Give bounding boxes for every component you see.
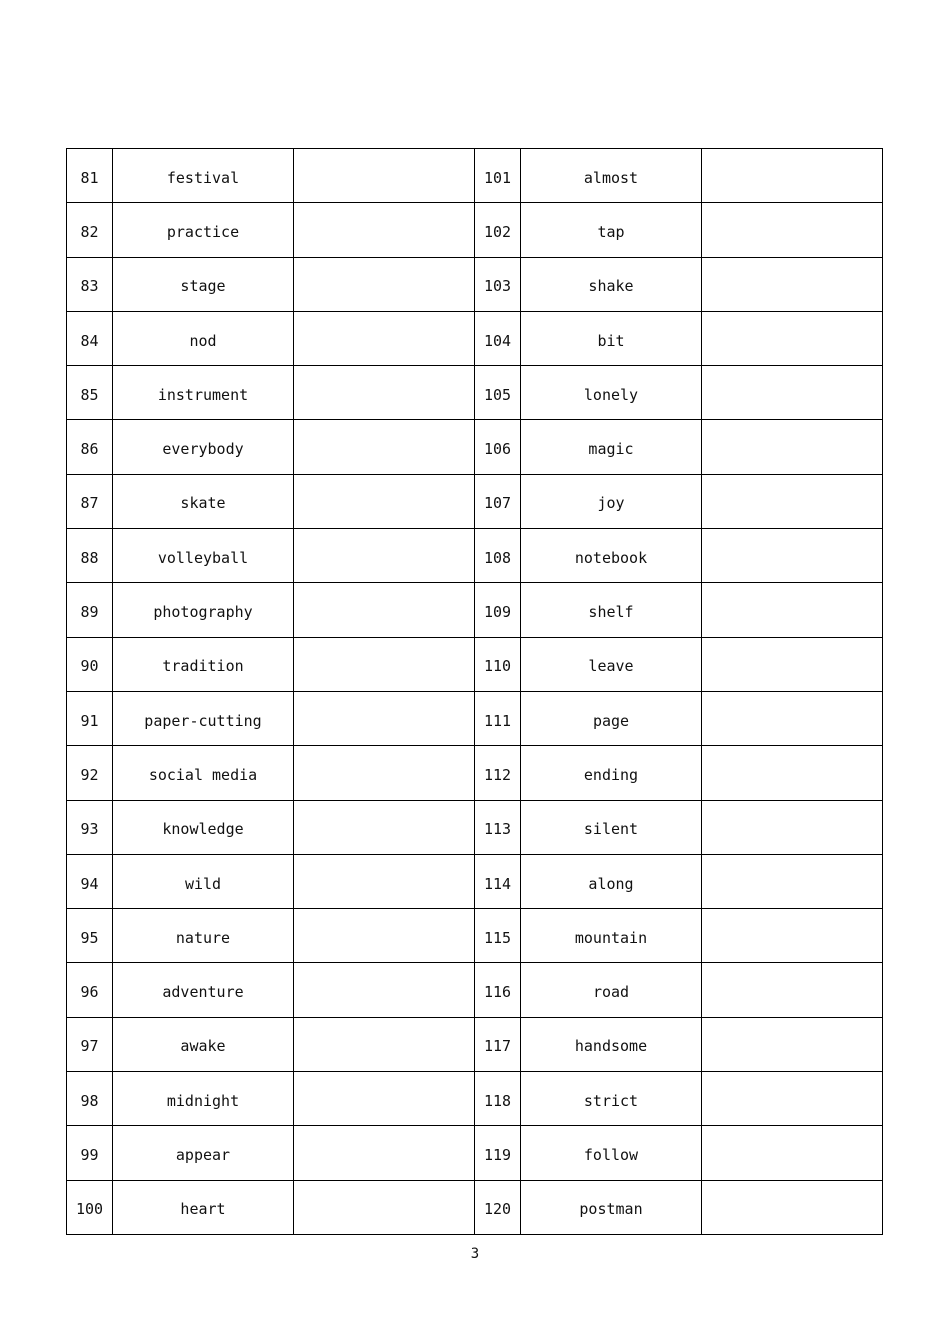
right-answer-cell[interactable] [702, 257, 883, 311]
right-word-cell: mountain [521, 909, 702, 963]
left-word-cell: social media [113, 746, 294, 800]
left-number-cell: 96 [67, 963, 113, 1017]
right-number-cell: 112 [475, 746, 521, 800]
vocabulary-table-body [67, 149, 883, 1235]
left-word-cell: everybody [113, 420, 294, 474]
table-row [67, 854, 883, 908]
left-answer-cell[interactable] [294, 1017, 475, 1071]
right-answer-cell[interactable] [702, 366, 883, 420]
right-number-cell: 106 [475, 420, 521, 474]
right-answer-cell[interactable] [702, 420, 883, 474]
right-number-cell: 102 [475, 203, 521, 257]
left-word-cell: nature [113, 909, 294, 963]
left-number-cell: 81 [67, 149, 113, 203]
left-answer-cell[interactable] [294, 203, 475, 257]
right-answer-cell[interactable] [702, 909, 883, 963]
right-answer-cell[interactable] [702, 1126, 883, 1180]
right-word-cell: handsome [521, 1017, 702, 1071]
left-answer-cell[interactable] [294, 1180, 475, 1234]
left-number-cell: 100 [67, 1180, 113, 1234]
right-answer-cell[interactable] [702, 529, 883, 583]
right-number-cell: 118 [475, 1072, 521, 1126]
right-answer-cell[interactable] [702, 149, 883, 203]
table-row [67, 637, 883, 691]
left-number-cell: 86 [67, 420, 113, 474]
left-number-cell: 91 [67, 691, 113, 745]
left-number-cell: 89 [67, 583, 113, 637]
right-number-cell: 107 [475, 474, 521, 528]
right-word-cell: notebook [521, 529, 702, 583]
right-number-cell: 101 [475, 149, 521, 203]
left-answer-cell[interactable] [294, 583, 475, 637]
left-word-cell: photography [113, 583, 294, 637]
left-word-cell: nod [113, 311, 294, 365]
right-answer-cell[interactable] [702, 800, 883, 854]
right-word-cell: ending [521, 746, 702, 800]
right-number-cell: 115 [475, 909, 521, 963]
left-number-cell: 93 [67, 800, 113, 854]
right-word-cell: magic [521, 420, 702, 474]
right-answer-cell[interactable] [702, 691, 883, 745]
left-word-cell: stage [113, 257, 294, 311]
left-word-cell: volleyball [113, 529, 294, 583]
right-word-cell: page [521, 691, 702, 745]
right-answer-cell[interactable] [702, 583, 883, 637]
table-row [67, 474, 883, 528]
left-word-cell: festival [113, 149, 294, 203]
right-number-cell: 109 [475, 583, 521, 637]
left-number-cell: 90 [67, 637, 113, 691]
right-word-cell: joy [521, 474, 702, 528]
left-word-cell: midnight [113, 1072, 294, 1126]
right-number-cell: 111 [475, 691, 521, 745]
right-number-cell: 105 [475, 366, 521, 420]
right-number-cell: 116 [475, 963, 521, 1017]
right-word-cell: strict [521, 1072, 702, 1126]
right-word-cell: along [521, 854, 702, 908]
right-word-cell: bit [521, 311, 702, 365]
page-number: 3 [470, 1246, 480, 1262]
table-row [67, 746, 883, 800]
right-answer-cell[interactable] [702, 854, 883, 908]
table-row [67, 311, 883, 365]
right-answer-cell[interactable] [702, 746, 883, 800]
left-answer-cell[interactable] [294, 311, 475, 365]
left-number-cell: 84 [67, 311, 113, 365]
right-answer-cell[interactable] [702, 637, 883, 691]
left-answer-cell[interactable] [294, 257, 475, 311]
right-number-cell: 108 [475, 529, 521, 583]
left-word-cell: practice [113, 203, 294, 257]
table-row [67, 203, 883, 257]
left-answer-cell[interactable] [294, 909, 475, 963]
right-number-cell: 110 [475, 637, 521, 691]
left-number-cell: 94 [67, 854, 113, 908]
table-row [67, 366, 883, 420]
table-row [67, 963, 883, 1017]
right-word-cell: shake [521, 257, 702, 311]
table-row [67, 1072, 883, 1126]
left-number-cell: 85 [67, 366, 113, 420]
left-number-cell: 95 [67, 909, 113, 963]
left-answer-cell[interactable] [294, 963, 475, 1017]
right-answer-cell[interactable] [702, 1017, 883, 1071]
right-answer-cell[interactable] [702, 1180, 883, 1234]
right-answer-cell[interactable] [702, 203, 883, 257]
left-answer-cell[interactable] [294, 854, 475, 908]
left-number-cell: 92 [67, 746, 113, 800]
left-answer-cell[interactable] [294, 420, 475, 474]
table-row [67, 420, 883, 474]
left-word-cell: awake [113, 1017, 294, 1071]
left-word-cell: adventure [113, 963, 294, 1017]
left-number-cell: 82 [67, 203, 113, 257]
left-answer-cell[interactable] [294, 637, 475, 691]
left-answer-cell[interactable] [294, 800, 475, 854]
right-word-cell: almost [521, 149, 702, 203]
table-row [67, 800, 883, 854]
right-word-cell: tap [521, 203, 702, 257]
left-answer-cell[interactable] [294, 474, 475, 528]
left-word-cell: appear [113, 1126, 294, 1180]
right-number-cell: 120 [475, 1180, 521, 1234]
left-answer-cell[interactable] [294, 1072, 475, 1126]
table-row [67, 583, 883, 637]
left-number-cell: 88 [67, 529, 113, 583]
left-word-cell: skate [113, 474, 294, 528]
left-answer-cell[interactable] [294, 1126, 475, 1180]
table-row [67, 691, 883, 745]
right-word-cell: lonely [521, 366, 702, 420]
table-row [67, 257, 883, 311]
left-answer-cell[interactable] [294, 529, 475, 583]
left-word-cell: instrument [113, 366, 294, 420]
right-word-cell: road [521, 963, 702, 1017]
left-word-cell: paper-cutting [113, 691, 294, 745]
right-word-cell: leave [521, 637, 702, 691]
right-number-cell: 117 [475, 1017, 521, 1071]
table-row [67, 1017, 883, 1071]
left-number-cell: 98 [67, 1072, 113, 1126]
left-answer-cell[interactable] [294, 149, 475, 203]
right-answer-cell[interactable] [702, 474, 883, 528]
right-number-cell: 104 [475, 311, 521, 365]
left-answer-cell[interactable] [294, 746, 475, 800]
table-row [67, 1180, 883, 1234]
left-answer-cell[interactable] [294, 366, 475, 420]
left-number-cell: 99 [67, 1126, 113, 1180]
right-answer-cell[interactable] [702, 963, 883, 1017]
left-number-cell: 87 [67, 474, 113, 528]
left-word-cell: knowledge [113, 800, 294, 854]
right-answer-cell[interactable] [702, 311, 883, 365]
left-answer-cell[interactable] [294, 691, 475, 745]
left-word-cell: heart [113, 1180, 294, 1234]
table-row [67, 149, 883, 203]
right-number-cell: 114 [475, 854, 521, 908]
right-number-cell: 113 [475, 800, 521, 854]
vocabulary-table [66, 148, 883, 1235]
left-number-cell: 83 [67, 257, 113, 311]
right-word-cell: shelf [521, 583, 702, 637]
left-number-cell: 97 [67, 1017, 113, 1071]
right-number-cell: 119 [475, 1126, 521, 1180]
right-answer-cell[interactable] [702, 1072, 883, 1126]
left-word-cell: tradition [113, 637, 294, 691]
right-word-cell: postman [521, 1180, 702, 1234]
left-word-cell: wild [113, 854, 294, 908]
table-row [67, 529, 883, 583]
table-row [67, 1126, 883, 1180]
right-word-cell: follow [521, 1126, 702, 1180]
table-row [67, 909, 883, 963]
right-word-cell: silent [521, 800, 702, 854]
right-number-cell: 103 [475, 257, 521, 311]
